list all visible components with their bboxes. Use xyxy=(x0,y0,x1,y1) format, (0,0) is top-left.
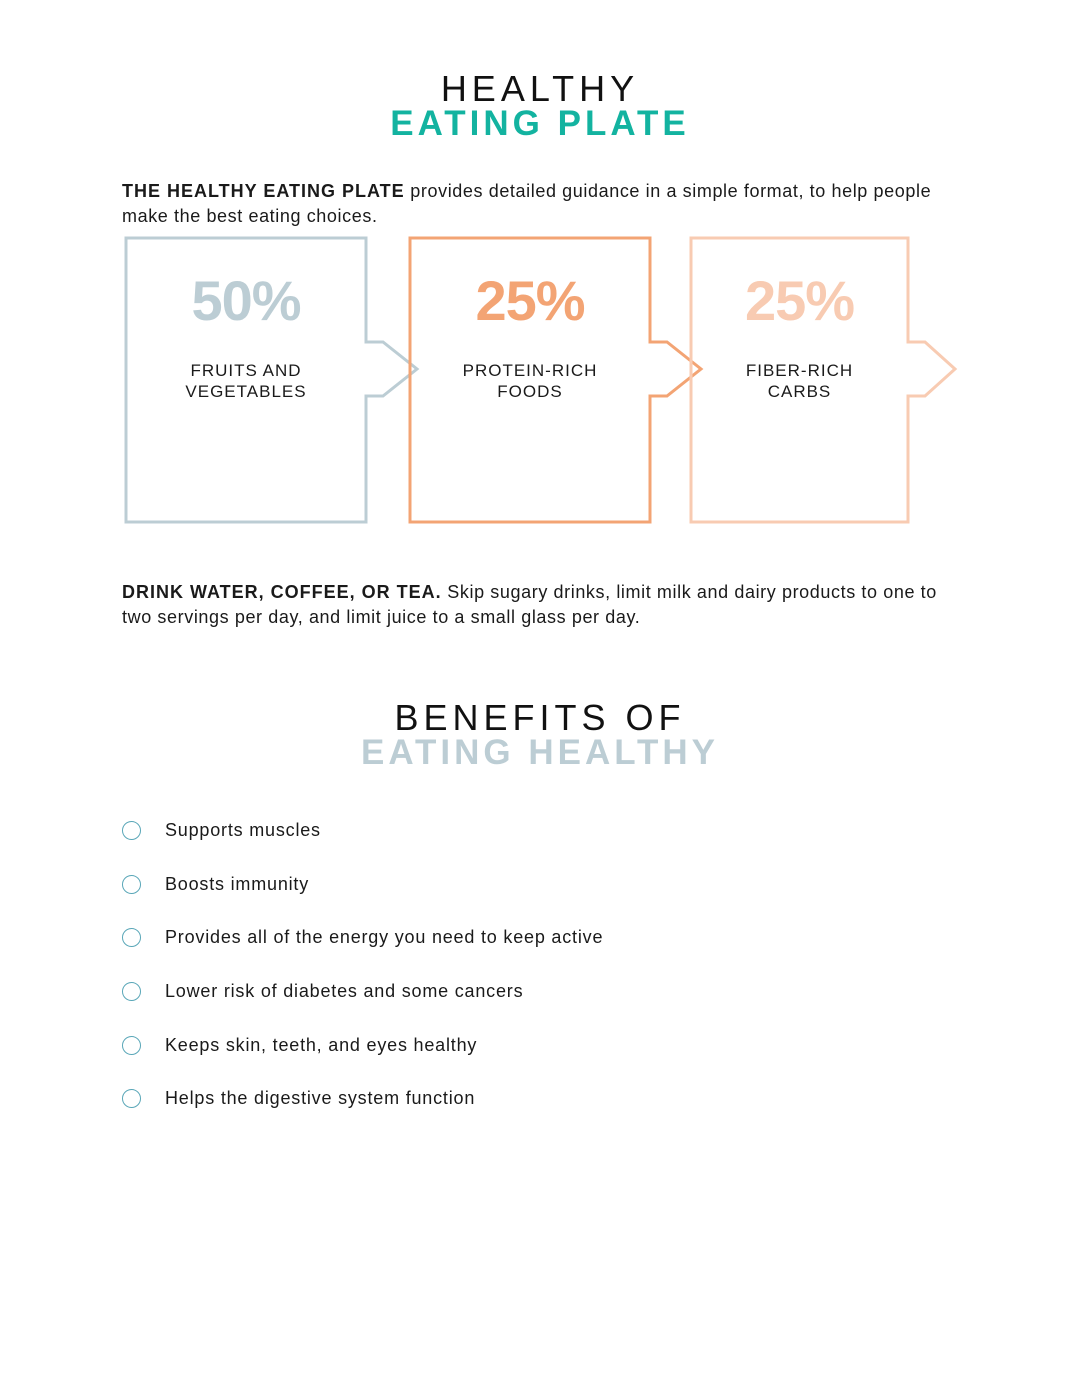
card-protein-rich-foods xyxy=(410,240,650,523)
checkbox-circle-icon[interactable] xyxy=(122,1089,141,1108)
list-item xyxy=(122,1018,603,1072)
benefit-text: Supports muscles xyxy=(165,820,321,841)
card-label-line: FRUITS AND xyxy=(190,361,302,380)
card-label xyxy=(126,360,366,402)
drink-paragraph xyxy=(122,580,952,630)
heading-eating-healthy: EATING HEALTHY xyxy=(360,733,720,772)
card-label-line: VEGETABLES xyxy=(185,382,307,401)
checkbox-circle-icon[interactable] xyxy=(122,821,141,840)
card-percent: 25% xyxy=(475,269,585,332)
card-fruits-vegetables xyxy=(126,240,366,523)
card-label-line: FOODS xyxy=(497,382,563,401)
card-percent: 50% xyxy=(191,269,301,332)
heading-eating-plate: EATING PLATE xyxy=(390,104,690,143)
checkbox-circle-icon[interactable] xyxy=(122,982,141,1001)
intro-bold: THE HEALTHY EATING PLATE xyxy=(122,181,405,201)
benefit-text: Keeps skin, teeth, and eyes healthy xyxy=(165,1034,478,1055)
list-item xyxy=(122,858,603,912)
benefit-text: Provides all of the energy you need to keep active xyxy=(165,927,604,948)
intro-paragraph xyxy=(122,179,952,229)
benefit-text: Helps the digestive system function xyxy=(165,1088,476,1109)
drink-bold: DRINK WATER, COFFEE, OR TEA. xyxy=(122,582,442,602)
benefit-text: Boosts immunity xyxy=(165,873,310,894)
checkbox-circle-icon[interactable] xyxy=(122,928,141,947)
checkbox-circle-icon[interactable] xyxy=(122,1036,141,1055)
checkbox-circle-icon[interactable] xyxy=(122,875,141,894)
card-label-line: CARBS xyxy=(767,382,832,401)
drink-text: Skip sugary drinks, limit milk and dairy products to one to two servings per day, and limit juice to a small glass per day. xyxy=(122,582,937,627)
card-percent: 25% xyxy=(744,269,855,332)
card-label xyxy=(691,360,908,402)
benefit-text: Lower risk of diabetes and some cancers xyxy=(165,981,524,1002)
list-item xyxy=(122,1072,603,1126)
card-label-line: FIBER-RICH xyxy=(745,361,854,380)
card-fiber-rich-carbs xyxy=(691,240,908,523)
list-item xyxy=(122,911,603,965)
card-label xyxy=(410,360,650,402)
benefits-checklist xyxy=(122,804,603,1126)
list-item xyxy=(122,965,603,1019)
heading-benefits-of: BENEFITS OF xyxy=(394,697,686,738)
heading-healthy: HEALTHY xyxy=(440,68,640,109)
intro-text: provides detailed guidance in a simple format, to help people make the best eating choices. xyxy=(122,181,932,226)
list-item xyxy=(122,804,603,858)
card-label-line: PROTEIN-RICH xyxy=(462,361,598,380)
